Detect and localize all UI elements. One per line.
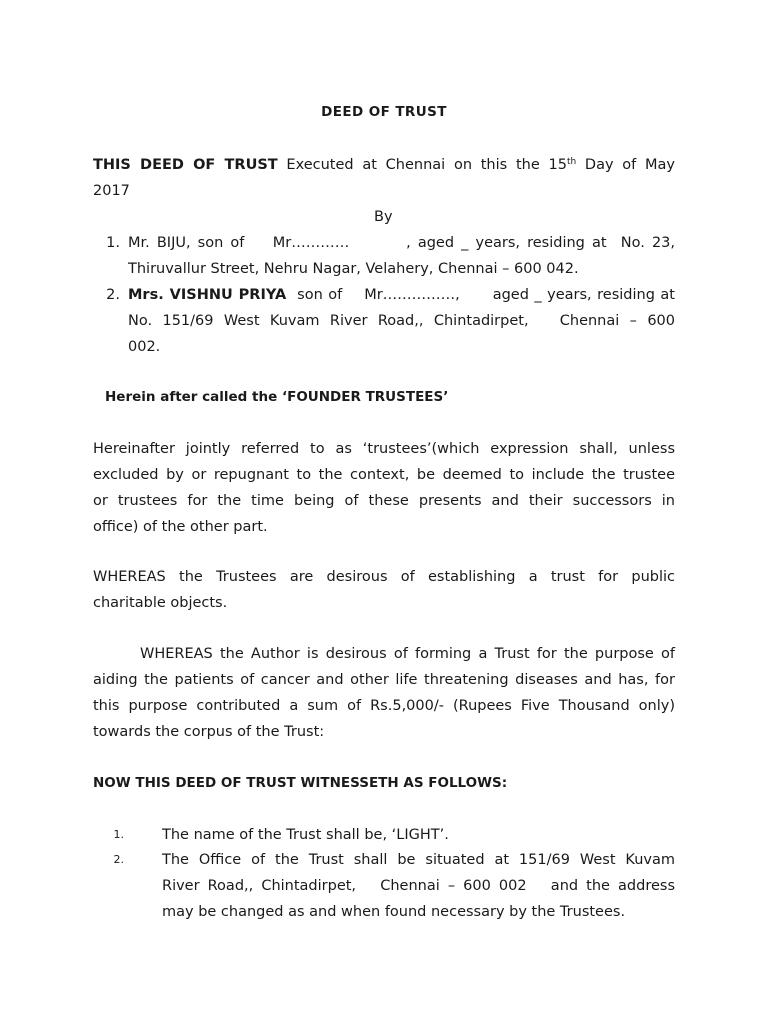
intro-text-end: Day of May	[576, 157, 675, 173]
party-2-line-2: No. 151/69 West Kuvam River Road,, Chintadirpet, Chennai – 600	[128, 313, 675, 329]
hereinafter-line-1: Hereinafter jointly referred to as ‘trustees’(which expression shall, unless	[93, 441, 675, 457]
whereas1-line-2: charitable objects.	[93, 595, 228, 611]
clause-1-number: 1.	[113, 828, 124, 841]
party-2-line-3: 002.	[128, 339, 161, 355]
whereas2-line-3: this purpose contributed a sum of Rs.5,000/- (Rupees Five Thousand only)	[93, 698, 675, 714]
witnesseth-heading: NOW THIS DEED OF TRUST WITNESSETH AS FOLLOWS:	[93, 775, 508, 791]
hereinafter-line-4: office) of the other part.	[93, 519, 268, 535]
whereas2-line-1: WHEREAS the Author is desirous of forming a Trust for the purpose of	[140, 646, 675, 662]
party-1-line-2: Thiruvallur Street, Nehru Nagar, Velahery, Chennai – 600 042.	[128, 261, 579, 277]
whereas1-line-1: WHEREAS the Trustees are desirous of establishing a trust for public	[93, 569, 675, 585]
intro-line-2: 2017	[93, 183, 130, 199]
intro-line-1	[93, 152, 675, 178]
hereinafter-line-3: or trustees for the time being of these presents and their successors in	[93, 493, 675, 509]
clause-2-line-2: River Road,, Chintadirpet, Chennai – 600 002 and the address	[162, 878, 675, 894]
clause-2-line-1: The Office of the Trust shall be situated at 151/69 West Kuvam	[162, 852, 675, 868]
party-2-name: Mrs. VISHNU PRIYA	[128, 287, 287, 303]
intro-bold-prefix: THIS DEED OF TRUST	[93, 157, 278, 173]
intro-text: Executed at Chennai on this the 15	[277, 157, 567, 173]
party-2-line-1-rest: son of Mr……………, aged _ years, residing at	[286, 287, 675, 303]
clause-1-line-1: The name of the Trust shall be, ‘LIGHT’.	[162, 827, 449, 843]
whereas2-line-2: aiding the patients of cancer and other life threatening diseases and has, for	[93, 672, 675, 688]
whereas2-line-4: towards the corpus of the Trust:	[93, 724, 325, 740]
founder-trustees-heading: Herein after called the ‘FOUNDER TRUSTEES’	[105, 389, 449, 405]
clause-2-line-3: may be changed as and when found necessary by the Trustees.	[162, 904, 626, 920]
party-1-line-1: Mr. BIJU, son of Mr………… , aged _ years, residing at No. 23,	[128, 235, 675, 251]
party-2-number: 2.	[106, 287, 120, 303]
clause-2-number: 2.	[113, 853, 124, 866]
by-label: By	[374, 209, 393, 225]
party-1-number: 1.	[106, 235, 120, 251]
party-2-line-1	[128, 282, 675, 308]
hereinafter-line-2: excluded by or repugnant to the context, be deemed to include the trustee	[93, 467, 675, 483]
intro-sup: th	[566, 157, 577, 167]
document-title: DEED OF TRUST	[321, 104, 447, 120]
